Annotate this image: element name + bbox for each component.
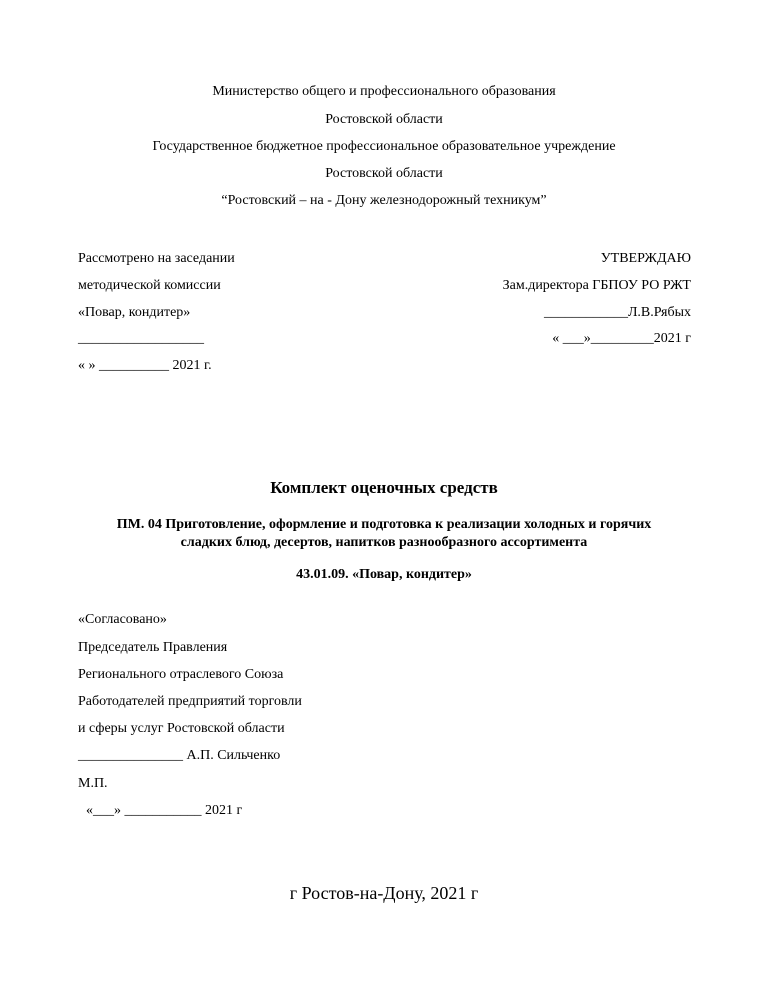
agreed-signature: _______________ А.П. Сильченко <box>78 748 281 763</box>
reviewed-line-1: Рассмотрено на заседании <box>78 251 235 266</box>
approve-position: Зам.директора ГБПОУ РО РЖТ <box>502 278 691 293</box>
city-year: г Ростов-на-Дону, 2021 г <box>289 883 479 903</box>
header-institution-type: Государственное бюджетное профессиональное образовательное учреждение <box>152 139 616 154</box>
approve-date: « ___»_________2021 г <box>552 331 691 346</box>
header-region: Ростовской области <box>325 112 443 127</box>
agreed-line-2: Председатель Правления <box>78 640 228 655</box>
reviewed-date: « » __________ 2021 г. <box>78 358 212 373</box>
approve-line-1: УТВЕРЖДАЮ <box>600 251 691 266</box>
agreed-line-5: и сферы услуг Ростовской области <box>78 721 285 736</box>
header-institution-name: “Ростовский – на - Дону железнодорожный техникум” <box>221 193 547 208</box>
specialty-title: 43.01.09. «Повар, кондитер» <box>296 567 472 582</box>
agreed-date: «___» ___________ 2021 г <box>86 803 243 818</box>
header-region-2: Ростовской области <box>325 166 443 181</box>
agreed-line-4: Работодателей предприятий торговли <box>78 694 302 709</box>
approve-signature: ____________Л.В.Рябых <box>543 305 691 320</box>
agreed-line-1: «Согласовано» <box>78 612 167 627</box>
module-title-line-2: сладких блюд, десертов, напитков разнообразного ассортимента <box>180 535 588 550</box>
reviewed-line-3: «Повар, кондитер» <box>78 305 191 320</box>
module-title-line-1: ПМ. 04 Приготовление, оформление и подготовка к реализации холодных и горячих <box>116 517 652 532</box>
header-ministry: Министерство общего и профессионального образования <box>212 84 556 99</box>
agreed-seal-mark: М.П. <box>78 776 108 791</box>
reviewed-signature-line: __________________ <box>78 331 204 346</box>
document-title: Комплект оценочных средств <box>270 478 498 497</box>
agreed-line-3: Регионального отраслевого Союза <box>78 667 284 682</box>
reviewed-line-2: методической комиссии <box>78 278 221 293</box>
